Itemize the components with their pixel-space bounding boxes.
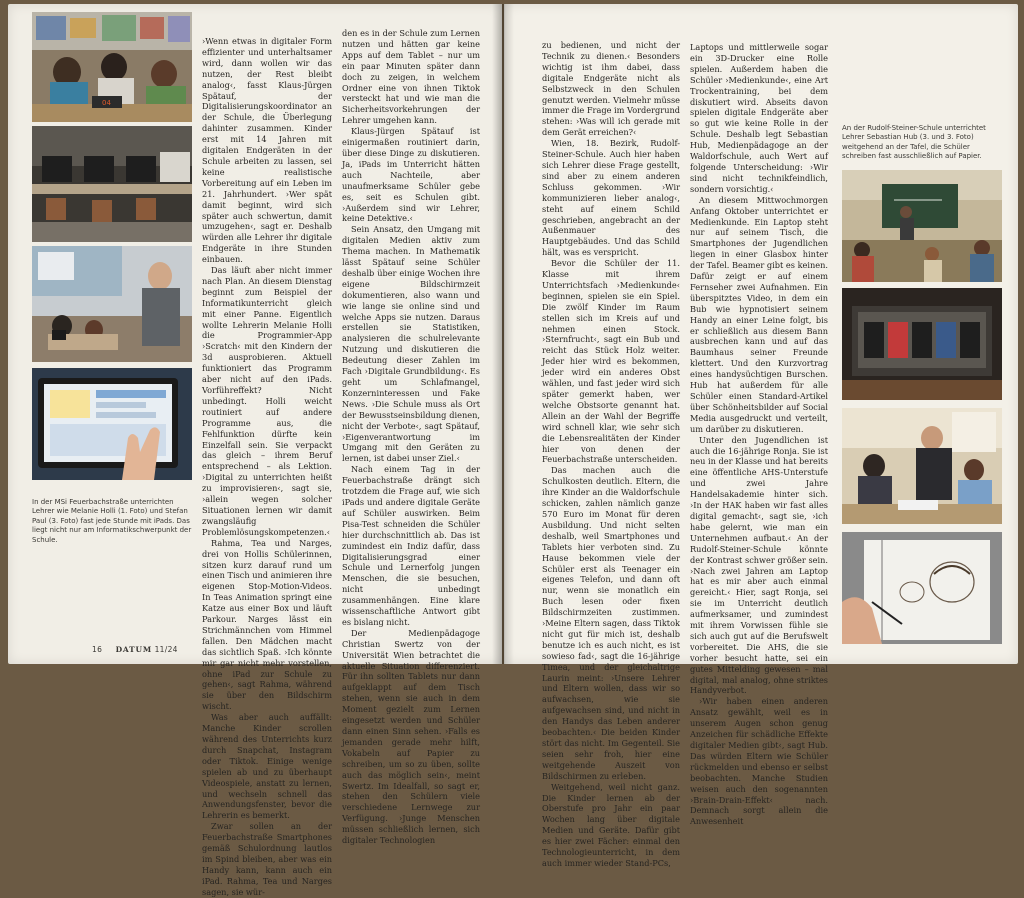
paragraph: ›Wir haben einen anderen Ansatz gewählt, weil es in unserem Augen schon genug Anzeichen für schädliche Effekte digitaler Medien gibt‹, sagt Hub. Das würden Eltern wie Schüler rückmelden und ebenso er selbst beobachten. Manche Studien weisen auch den sogenannten ›Brain-Drain-Effekt‹ nach. Demnach sorgt allein die Anwesenheit bbox=[690, 696, 829, 827]
page-folio bbox=[92, 645, 178, 654]
photo-classroom-tablets bbox=[32, 12, 192, 122]
photo-drawing-on-paper bbox=[842, 532, 1002, 644]
paragraph: Der Medienpädagoge Christian Swertz von der Universität Wien betrachtet die aktuelle Situation differenziert. Für ihn sollten Tablets nur dann aufgeklappt auf dem Tisch stehen, wenn sie auch in dem Moment gezielt zum Lernen eingesetzt werden und Schüler dann einen Sinn sehen. ›Falls es jemanden gerade mehr hilft, Vokabeln auf Papier zu schreiben, um so zu üben, sollte auch das möglich sein‹, meint Swertz. Im Idealfall, so sagt er, stehen den Schülern viele verschiedene Lernwege zur Verfügung. ›Junge Menschen müssen schließlich lernen, sich digitaler Technologien bbox=[342, 627, 480, 846]
paragraph: Laptops und mittlerweile sogar ein 3D-Drucker eine Rolle spielen. Außerdem haben die Schüler ›Medienkunde‹, eine Art Trockentraining, bei dem diskutiert wird. Abseits davon spielen digitale Endgeräte aber so gut wie keine Rolle in der Schule. Deshalb legt Sebastian Hub, Medienpädagoge an der Waldorfschule, auch Wert auf folgende Unterscheidung: ›Wir sind nicht technikfeindlich, sondern vorsichtig.‹ bbox=[690, 42, 828, 194]
issue-number: 11/24 bbox=[154, 645, 178, 654]
paragraph: Das machen auch die Schulkosten deutlich. Eltern, die ihre Kinder an die Waldorfschule schicken, zahlen nämlich ganze 570 Euro im Monat für deren Ausbildung. Und nicht selten deshalb, weil Smartphones und Tablets hier verboten sind. Zu Hause bekommen viele der Schüler erst als Teenager ein eigenes Telefon, und dann oft nur, wenn sie monatlich ein Buch lesen oder fixen Bildschirmzeiten zustimmen. ›Meine Eltern sagen, dass Tiktok nicht gut für mich ist, deshalb benutze ich es auch nicht, es ist sowieso fad‹, sagt die 16-jährige Timea, und der gleichaltrige Laurin meint: ›Unsere Lehrer und Eltern wollen, dass wir so aufwachsen, wie sie aufgewachsen sind, und nicht in den Handys das Leben anderer beobachten.‹ Die beiden Kinder stört das nicht. Im Gegenteil. Sie seien sehr froh, hier eine weitgehende Auszeit von Bildschirmen zu erleben. bbox=[542, 465, 680, 781]
paragraph: zu bedienen, und nicht der Technik zu dienen.‹ Besonders wichtig ist ihm dabei, dass digitale Endgeräte nicht als Selbstzweck in den Schulen genutzt werden. Vielmehr müsse immer die Frage im Vordergrund stehen: ›Was will ich gerade mit dem Gerät erreichen?‹ bbox=[542, 40, 680, 138]
right-text-column-2 bbox=[690, 42, 829, 827]
paragraph: Das läuft aber nicht immer nach Plan. An diesem Dienstag beginnt zum Beispiel der Informatikunterricht gleich mit einer Panne. Eigentlich wollte Lehrerin Melanie Holli die Programmier-App ›Scratch‹ mit den Kindern der 3d ausprobieren. Aktuell funktioniert das Programm aber nicht auf den iPads. Vorführeffekt? Nicht unbedingt. Holli weicht routiniert auf andere Programme aus, die Fehlfunktion dürfte kein Einzelfall sein. Sie verpackt das gleich – ihrem Beruf entsprechend – als Lektion. ›Digital zu unterrichten heißt zu improvisieren‹, sagt sie, ›allein wegen solcher Situationen lernen wir damit zwangsläufig Problemlösungskompetenzen.‹ bbox=[202, 265, 332, 537]
paragraph: An diesem Mittwochmorgen Anfang Oktober unterrichtet er Medienkunde. Ein Laptop steht nur auf seinem Tisch, die Smartphones der Jugendlichen liegen in einer Glasbox hinter der Tafel. Beamer gibt es keinen. Dafür zeigt er auf einem Fernseher zwei Aufnahmen. Ein überspitztes Video, in dem ein Bub wie hypnotisiert seinem Handy an einer Leine folgt, bis er schließlich aus diesem Bann ausbrechen kann und auf das Baumhaus seiner Freunde klettert. Und den Kurzvortrag eines handysüchtigen Burschen. Hub hat außerdem für alle Schüler einen Standard-Artikel über Schönheitsbilder auf Social Media ausgedruckt und verteilt, um darüber zu diskutieren. bbox=[690, 194, 828, 434]
paragraph: Was aber auch auffällt: Manche Kinder scrollen während des Unterrichts kurz durch Snapchat, Instagram oder Tiktok. Einige wenige spielen ab und zu überhaupt Videospiele, anstatt zu lernen, und wechseln schnell das Anwendungsfenster, bevor die Lehrerin es bemerkt. bbox=[202, 712, 332, 821]
paragraph: Zwar sollen an der Feuerbachstraße Smartphones gemäß Schulordnung lautlos im Spind bleiben, aber was ein Handy kann, kann auch ein iPad. Rahma, Tea und Narges sagen, sie wür- bbox=[202, 821, 332, 897]
tablet-badge-text: 04 bbox=[102, 99, 111, 107]
photo-teacher-stefan-paul bbox=[32, 246, 192, 362]
photo-rudolf-steiner-class bbox=[842, 170, 1002, 282]
photo-glass-box-phones bbox=[842, 288, 1002, 400]
right-page bbox=[504, 4, 1018, 868]
page-number: 16 bbox=[92, 645, 103, 654]
paragraph: Weitgehend, weil nicht ganz. Die Kinder lernen ab der Oberstufe pro Jahr ein paar Wochen lang über digitale Medien und Geräte. Dafür gibt es hier zwei Fächer: einmal den Technologieunterricht, in dem auch immer wieder Stand-PCs, bbox=[542, 781, 680, 868]
paragraph: Wien, 18. Bezirk, Rudolf-Steiner-Schule. Auch hier haben sich Lehrer diese Frage gestellt, sind aber zu einem anderen Schluss gekommen. ›Wir kommunizieren lieber analog‹, steht auf einem Schild geschrieben, angebracht an der Außenmauer des Hauptgebäudes. Und das Schild hält, was es verspricht. bbox=[542, 138, 680, 258]
paragraph: den es in der Schule zum Lernen nutzen und hätten gar keine Apps auf dem Tablet – nur um ein paar Minuten später dann doch zu zeigen, in welchem Ordner eine von ihnen Tiktok versteckt hat und wie man die Sicherheitsvorkehrungen der Lehrer umgehen kann. bbox=[342, 28, 480, 126]
photo-teacher-with-students bbox=[842, 408, 1002, 524]
photo-computer-lab bbox=[32, 126, 192, 242]
paragraph: Rahma, Tea und Narges, drei von Hollis Schülerinnen, sitzen kurz darauf rund um einen Tisch und animieren ihre eigenen Stop-Motion-Videos. In Teas Animation springt eine Katze aus einer Box und läuft Parkour. Narges lässt ein Strichmännchen vom Himmel fallen. Den Mädchen macht das sichtlich Spaß. ›Ich könnte mir gar nicht mehr vorstellen, ohne iPad zur Schule zu gehen‹, sagt Rahma, während sie über den Bildschirm wischt. bbox=[202, 537, 332, 712]
right-text-column-1 bbox=[542, 40, 680, 868]
left-page bbox=[8, 4, 502, 897]
paragraph: Nach einem Tag in der Feuerbachstraße drängt sich trotzdem die Frage auf, wie sich iPads und andere digitale Geräte auf Schüler auswirken. Beim Pisa-Test schneiden die Schüler hier durchschnittlich ab. Das ist zumindest ein Indiz dafür, dass Digitalisierungsgrad einer Schule und Lernerfolg jungen Menschen, die sie besuchen, nicht unbedingt zusammenhängen. Eine klare wissenschaftliche Antwort gibt es bislang nicht. bbox=[342, 464, 480, 627]
photo-tablet-hand bbox=[32, 368, 192, 480]
left-text-column-1 bbox=[202, 36, 332, 897]
paragraph: Sein Ansatz, den Umgang mit digitalen Medien aktiv zum Thema machen. In Mathematik lässt Spätauf seine Schüler deshalb über einige Wochen ihre eigene Bildschirmzeit dokumentieren, also wann und wie lange sie online sind und welche Apps sie nutzen. Daraus erstellen sie Statistiken, analysieren die schulrelevante Nutzung und diskutieren die Bedeutung dieser Zahlen im Fach ›Digitale Grundbildung‹. Es geht um Schlafmangel, Konzerninteressen und Fake News. ›Die Schule muss als Ort der Bewusstseinsbildung dienen, nicht der Verbote‹, sagt Spätauf, ›Eigenverantwortung im Umgang mit den Geräten zu lernen, ist dabei unser Ziel.‹ bbox=[342, 224, 480, 464]
paragraph: ›Wenn etwas in digitaler Form effizienter und unterhaltsamer wird, dann wollen wir das nutzen, der Rest bleibt analog‹, fasst Klaus-Jürgen Spätauf, der Digitalisierungskoordinator an der Schule, die Überlegung dahinter zusammen. Kinder erst mit 14 Jahren mit digitalen Endgeräten in der Schule arbeiten zu lassen, sei keine realistische Vorbereitung auf ein Leben im 21. Jahrhundert. ›Wer spät damit beginnt, wird sich später auch schwertun, damit umzugehen‹, sagt er. Deshalb würden alle Lehrer ihr digitale Endgeräte in ihre Stunden einbauen. bbox=[202, 36, 332, 265]
left-text-column-2 bbox=[342, 28, 480, 846]
left-photo-caption: In der MSi Feuerbachstraße unterrichten Lehrer wie Melanie Holli (1. Foto) und Stefan Paul (3. Foto) fast jede Stunde mit iPads. Das liegt nicht nur am Informatikschwerpunkt der Schule. bbox=[32, 498, 192, 544]
paragraph: Bevor die Schüler der 11. Klasse mit ihrem Unterrichtsfach ›Medienkunde‹ beginnen, spielen sie ein Spiel. Die zwölf Kinder im Raum stellen sich im Kreis auf und nehmen einen Stock. ›Sternfrucht‹, sagt ein Bub und reicht das Stück Holz weiter. Jeder hier wird es bekommen, jeder wird ein anderes Obst wählen, und fast jeder wird sich später gemerkt haben, wer welche Obstsorte genannt hat. Allein an der Wahl der Begriffe wird schnell klar, wie sehr sich die Lebensrealitäten der Kinder hier von denen der Feuerbachstraße unterscheiden. bbox=[542, 258, 680, 465]
paragraph: Unter den Jugendlichen ist auch die 16-jährige Ronja. Sie ist neu in der Klasse und hat bereits eine öffentliche AHS-Unterstufe und zwei Jahre Handelsakademie hinter sich. ›In der HAK haben wir fast alles digital gemacht‹, sagt sie, ›ich habe gelernt, wie man ein Unternehmen aufbaut.‹ An der Rudolf-Steiner-Schule könnte der Kontrast schwer größer sein. ›Nach zwei Jahren am Laptop hat es mir aber auch einmal gereicht.‹ Hier, sagt Ronja, sei sie im Unterricht deutlich aufmerksamer, und zumindest mit ihrem Vorwissen fühle sie sich auch gut auf die Berufswelt vorbereitet. Die AHS, die sie vorher besucht hatte, sei ein gutes Mittelding gewesen – mal digital, mal analog, ohne striktes Handyverbot. bbox=[690, 434, 828, 696]
right-photo-caption: An der Rudolf-Steiner-Schule unterrichtet Lehrer Sebastian Hub (3. und 3. Foto) weitgehend an der Tafel, die Schüler schreiben fast ausschließlich auf Papier. bbox=[842, 124, 986, 161]
magazine-name: DATUM bbox=[115, 645, 152, 654]
paragraph: Klaus-Jürgen Spätauf ist einigermaßen routiniert darin, über diese Dinge zu diskutieren. Ja, iPads im Unterricht hätten auch Nachteile, aber unaufmerksame Schüler gebe es, seit es Schulen gibt. ›Außerdem sind wir Lehrer, keine Detektive.‹ bbox=[342, 126, 480, 224]
